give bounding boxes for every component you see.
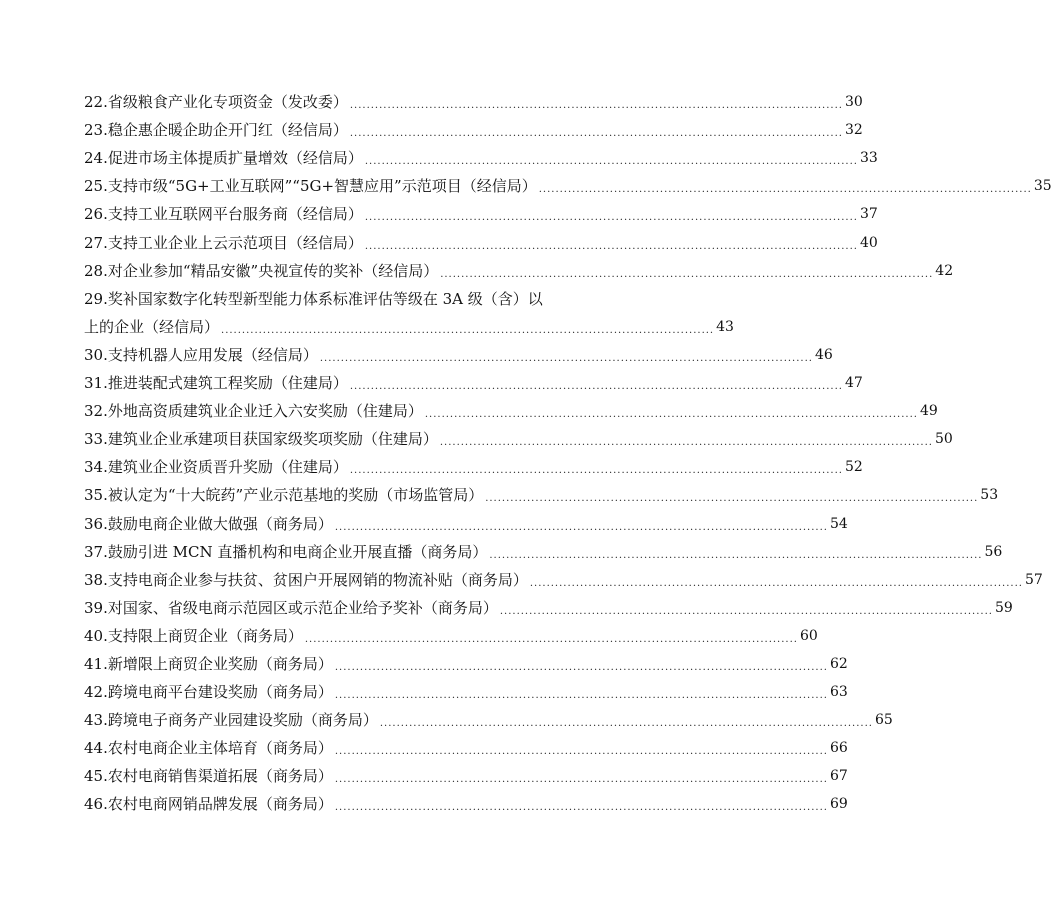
toc-entry-36 (84, 509, 848, 537)
toc-leader-dots: ...................................................................................................................... (364, 156, 858, 168)
toc-leader-dots: ...................................................................................................................... (349, 128, 843, 140)
toc-entry-38 (84, 566, 1043, 594)
toc-leader-dots: ...................................................................................................................... (304, 633, 798, 645)
toc-entry-title: 34.建筑业企业资质晋升奖励（住建局） (84, 458, 348, 477)
toc-entry-title: 39.对国家、省级电商示范园区或示范企业给予奖补（商务局） (84, 598, 498, 617)
toc-entry-title-continued: 上的企业（经信局） (84, 317, 220, 336)
toc-page-number: 46 (814, 346, 833, 363)
toc-entry-37 (84, 538, 1003, 566)
toc-leader-dots: ...................................................................................................................... (221, 324, 715, 336)
toc-page-number: 57 (1024, 571, 1043, 588)
toc-entry-30 (84, 341, 833, 369)
toc-leader-dots: ...................................................................................................................... (424, 409, 918, 421)
toc-leader-dots: ...................................................................................................................... (349, 381, 843, 393)
toc-entry-title: 30.支持机器人应用发展（经信局） (84, 345, 318, 364)
toc-entry-title: 33.建筑业企业承建项目获国家级奖项奖励（住建局） (84, 430, 438, 449)
toc-page-number: 30 (844, 94, 863, 111)
toc-entry-41 (84, 650, 848, 678)
toc-leader-dots: ...................................................................................................................... (440, 268, 934, 280)
toc-entry-44 (84, 734, 848, 762)
toc-entry-24 (84, 144, 878, 172)
toc-entry-title: 35.被认定为“十大皖药”产业示范基地的奖励（市场监管局） (84, 486, 484, 505)
toc-leader-dots: ...................................................................................................................... (334, 774, 828, 786)
toc-leader-dots: ...................................................................................................................... (439, 437, 933, 449)
table-of-contents (84, 88, 1052, 818)
toc-page-number: 53 (980, 487, 999, 504)
toc-entry-title: 37.鼓励引进 MCN 直播机构和电商企业开展直播（商务局） (84, 542, 488, 561)
toc-leader-dots: ...................................................................................................................... (349, 100, 843, 112)
toc-leader-dots: ...................................................................................................................... (334, 802, 828, 814)
toc-leader-dots: ...................................................................................................................... (334, 690, 828, 702)
toc-entry-title: 32.外地高资质建筑业企业迁入六安奖励（住建局） (84, 402, 423, 421)
toc-page-number: 49 (919, 403, 938, 420)
toc-leader-dots: ...................................................................................................................... (349, 465, 843, 477)
toc-entry-title: 44.农村电商企业主体培育（商务局） (84, 739, 333, 758)
toc-page-number: 47 (844, 375, 863, 392)
toc-page-number: 43 (716, 318, 734, 335)
toc-entry-title: 29.奖补国家数字化转型新型能力体系标准评估等级在 3A 级（含）以 (84, 289, 543, 308)
toc-entry-45 (84, 762, 848, 790)
toc-entry-title: 24.促进市场主体提质扩量增效（经信局） (84, 149, 363, 168)
toc-entry-43 (84, 706, 893, 734)
toc-entry-34 (84, 453, 863, 481)
toc-entry-title: 38.支持电商企业参与扶贫、贫困户开展网销的物流补贴（商务局） (84, 570, 528, 589)
toc-page-number: 66 (829, 740, 848, 757)
toc-page-number: 52 (844, 459, 863, 476)
toc-entry-25 (84, 172, 1052, 200)
toc-leader-dots: ...................................................................................................................... (485, 493, 979, 505)
toc-entry-title: 28.对企业参加“精品安徽”央视宣传的奖补（经信局） (84, 261, 439, 280)
toc-page-number: 37 (859, 206, 878, 223)
toc-entry-title: 26.支持工业互联网平台服务商（经信局） (84, 205, 363, 224)
toc-page-number: 63 (829, 684, 848, 701)
toc-leader-dots: ...................................................................................................................... (334, 661, 828, 673)
toc-leader-dots: ...................................................................................................................... (499, 605, 993, 617)
toc-entry-title: 27.支持工业企业上云示范项目（经信局） (84, 233, 363, 252)
toc-entry-title: 25.支持市级“5G+工业互联网”“5G+智慧应用”示范项目（经信局） (84, 177, 537, 196)
toc-entry-title: 22.省级粮食产业化专项资金（发改委） (84, 93, 348, 112)
toc-page-number: 56 (984, 543, 1003, 560)
toc-page-number: 35 (1033, 178, 1052, 195)
toc-entry-title: 31.推进装配式建筑工程奖励（住建局） (84, 374, 348, 393)
toc-page-number: 65 (874, 712, 893, 729)
toc-entry-title: 43.跨境电子商务产业园建设奖励（商务局） (84, 711, 378, 730)
toc-leader-dots: ...................................................................................................................... (334, 746, 828, 758)
toc-page-number: 67 (829, 768, 848, 785)
toc-entry-title: 40.支持限上商贸企业（商务局） (84, 626, 303, 645)
toc-entry-title: 41.新增限上商贸企业奖励（商务局） (84, 654, 333, 673)
toc-entry-title: 45.农村电商销售渠道拓展（商务局） (84, 767, 333, 786)
toc-entry-29-line2 (84, 313, 734, 341)
toc-entry-40 (84, 622, 818, 650)
toc-entry-title: 42.跨境电商平台建设奖励（商务局） (84, 683, 333, 702)
toc-entry-39 (84, 594, 1013, 622)
toc-page-number: 59 (994, 599, 1013, 616)
toc-page-number: 33 (859, 150, 878, 167)
toc-entry-22 (84, 88, 863, 116)
toc-leader-dots: ...................................................................................................................... (319, 352, 813, 364)
toc-entry-33 (84, 425, 953, 453)
toc-entry-46 (84, 790, 848, 818)
toc-leader-dots: ...................................................................................................................... (379, 718, 873, 730)
toc-page-number: 42 (935, 262, 954, 279)
toc-entry-23 (84, 116, 863, 144)
toc-leader-dots: ...................................................................................................................... (529, 577, 1023, 589)
toc-page-number: 54 (829, 515, 848, 532)
toc-page-number: 50 (934, 431, 953, 448)
toc-page-number: 32 (844, 122, 863, 139)
toc-entry-29-line1 (84, 285, 560, 313)
toc-entry-42 (84, 678, 848, 706)
toc-page-number: 40 (859, 234, 878, 251)
toc-entry-title: 46.农村电商网销品牌发展（商务局） (84, 795, 333, 814)
toc-entry-title: 23.稳企惠企暖企助企开门红（经信局） (84, 121, 348, 140)
toc-leader-dots: ...................................................................................................................... (334, 521, 828, 533)
toc-leader-dots: ...................................................................................................................... (489, 549, 983, 561)
toc-leader-dots: ...................................................................................................................... (538, 184, 1032, 196)
toc-page-number: 60 (799, 627, 818, 644)
toc-entry-28 (84, 257, 954, 285)
toc-page-number: 62 (829, 655, 848, 672)
toc-leader-dots: ...................................................................................................................... (364, 240, 858, 252)
toc-leader-dots: ...................................................................................................................... (364, 212, 858, 224)
toc-entry-title: 36.鼓励电商企业做大做强（商务局） (84, 514, 333, 533)
toc-entry-32 (84, 397, 938, 425)
toc-entry-26 (84, 200, 878, 228)
toc-entry-31 (84, 369, 863, 397)
toc-entry-27 (84, 228, 878, 256)
toc-entry-35 (84, 481, 999, 509)
toc-page-number: 69 (829, 796, 848, 813)
